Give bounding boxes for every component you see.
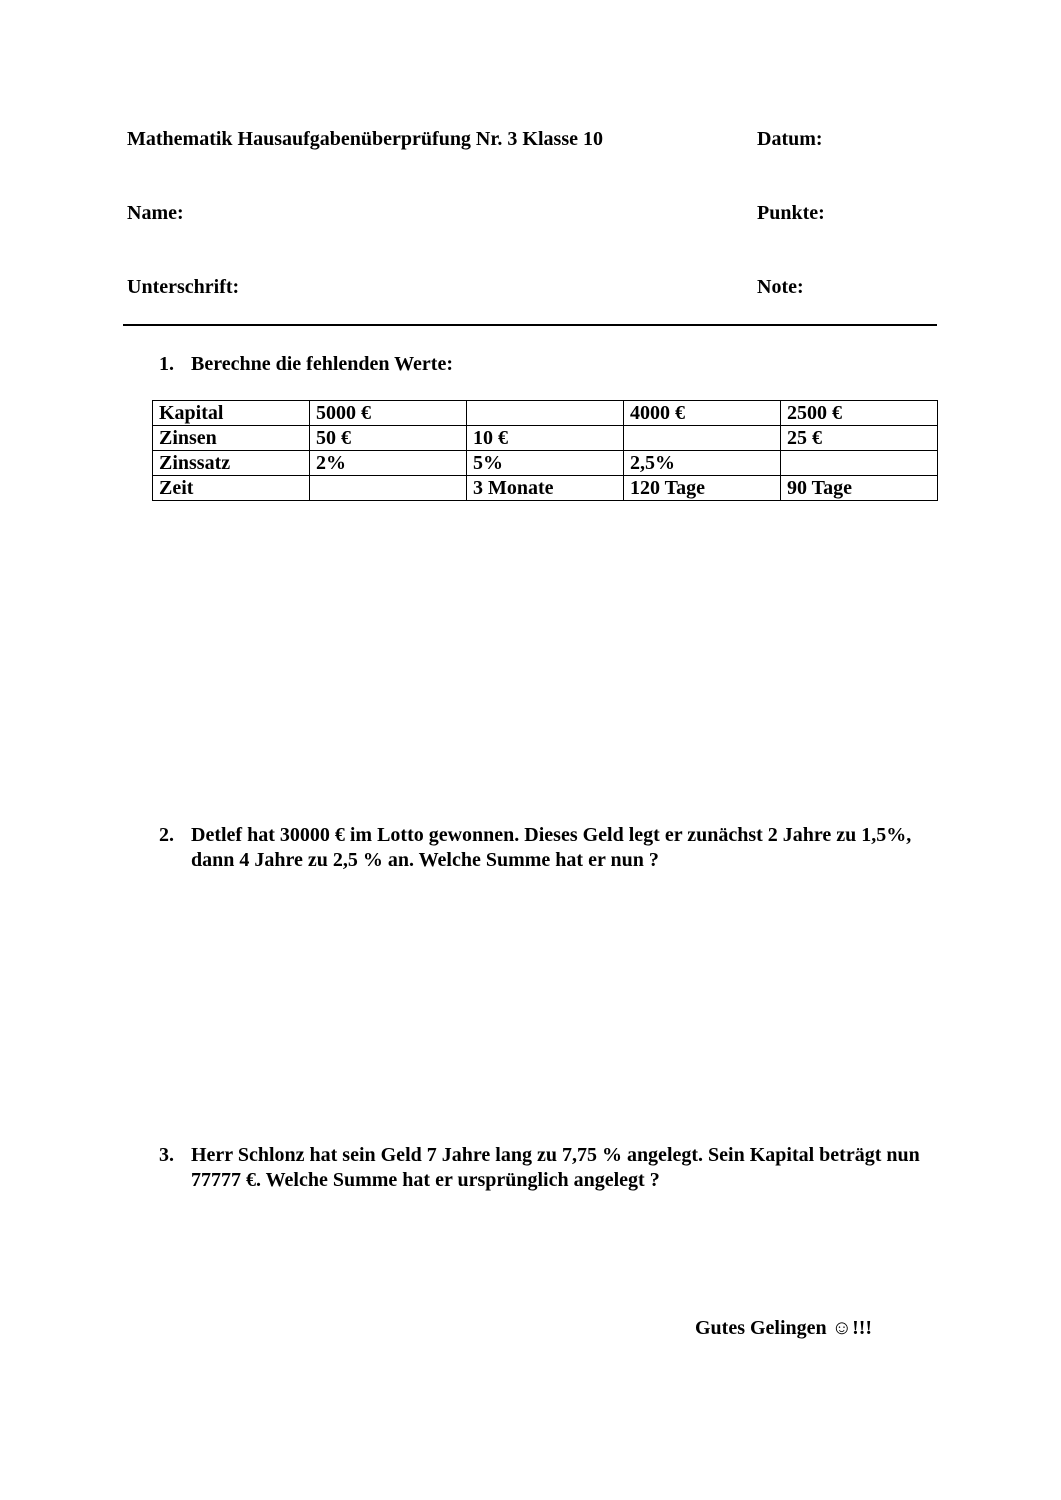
table-cell: 4000 € [624, 401, 781, 426]
table-cell [781, 451, 938, 476]
points-label: Punkte: [757, 202, 825, 224]
task2 [159, 823, 949, 873]
row-header-cell: Zinsen [153, 426, 310, 451]
table-cell: 90 Tage [781, 476, 938, 501]
table-row [153, 426, 938, 451]
task2-text: Detlef hat 30000 € im Lotto gewonnen. Dieses Geld legt er zunächst 2 Jahre zu 1,5%, dann 4 Jahre zu 2,5 % an. Welche Summe hat er nun ? [191, 824, 912, 871]
interest-table [152, 400, 938, 501]
task3-text: Herr Schlonz hat sein Geld 7 Jahre lang zu 7,75 % angelegt. Sein Kapital beträgt nun 77777 €. Welche Summe hat er ursprünglich angelegt ? [191, 1144, 920, 1191]
table-cell: 3 Monate [467, 476, 624, 501]
date-label: Datum: [757, 128, 823, 150]
table-cell: 5000 € [310, 401, 467, 426]
task2-number: 2. [159, 824, 174, 846]
closing-text: Gutes Gelingen ☺!!! [695, 1317, 873, 1339]
table-cell: 50 € [310, 426, 467, 451]
table-cell: 2% [310, 451, 467, 476]
row-header-cell: Zinssatz [153, 451, 310, 476]
table-cell: 10 € [467, 426, 624, 451]
worksheet-title: Mathematik Hausaufgabenüberprüfung Nr. 3 Klasse 10 [127, 128, 603, 150]
task1-text: Berechne die fehlenden Werte: [191, 353, 453, 375]
table-cell [467, 401, 624, 426]
table-row [153, 401, 938, 426]
table-cell [310, 476, 467, 501]
table-cell: 2,5% [624, 451, 781, 476]
header-divider [123, 324, 937, 326]
grade-label: Note: [757, 276, 804, 298]
table-cell [624, 426, 781, 451]
table-cell: 2500 € [781, 401, 938, 426]
table-cell: 5% [467, 451, 624, 476]
row-header-cell: Kapital [153, 401, 310, 426]
task1-number: 1. [159, 353, 174, 375]
name-label: Name: [127, 202, 184, 224]
table-cell: 25 € [781, 426, 938, 451]
signature-label: Unterschrift: [127, 276, 240, 298]
table-row [153, 476, 938, 501]
task3-number: 3. [159, 1144, 174, 1166]
table-cell: 120 Tage [624, 476, 781, 501]
row-header-cell: Zeit [153, 476, 310, 501]
task3 [159, 1143, 949, 1193]
table-row [153, 451, 938, 476]
